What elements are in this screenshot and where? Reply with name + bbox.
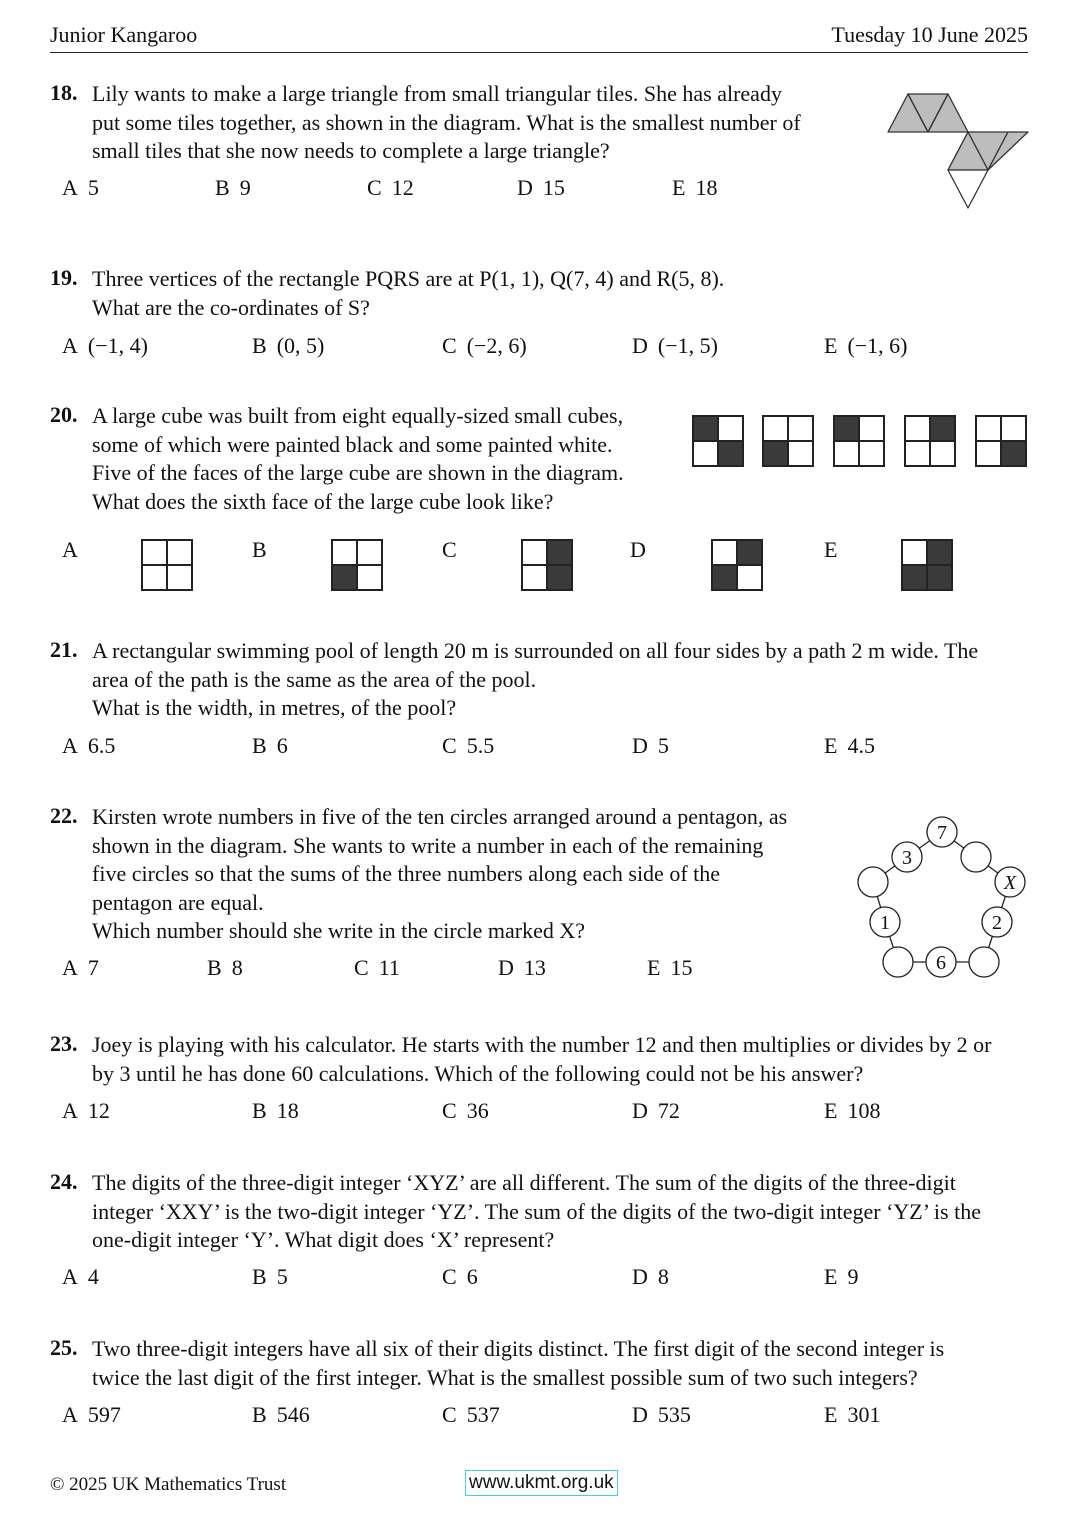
option-c: C xyxy=(442,537,457,562)
label-top: 7 xyxy=(937,822,947,844)
option-e: E (−1, 6) xyxy=(824,333,908,358)
question-number: 24. xyxy=(50,1169,78,1194)
label-lower-right: 2 xyxy=(992,912,1002,934)
cube-face-1 xyxy=(692,415,744,467)
question-number: 23. xyxy=(50,1031,78,1056)
option-b: B 9 xyxy=(215,175,251,200)
option-e: E 108 xyxy=(824,1098,881,1123)
option-c: C 12 xyxy=(367,175,414,200)
option-b: B xyxy=(252,537,267,562)
circle-left xyxy=(858,867,888,897)
cube-face-4 xyxy=(904,415,956,467)
option-a: A 12 xyxy=(62,1098,110,1123)
exam-title: Junior Kangaroo xyxy=(50,22,198,47)
options-24 xyxy=(62,1264,992,1294)
question-text: Lily wants to make a large triangle from small triangular tiles. She has already put some tiles together, as shown in the diagram. What is the smallest number of small tiles that she now needs to complete a large triangle? xyxy=(92,81,801,163)
option-c-face xyxy=(521,539,573,591)
question-text: Joey is playing with his calculator. He starts with the number 12 and then multiplies or divides by 2 or by 3 until he has done 60 calculations. Which of the following could not be his answer? xyxy=(92,1032,992,1086)
label-left: 1 xyxy=(880,912,890,934)
copyright: © 2025 UK Mathematics Trust xyxy=(50,1474,287,1495)
option-e-face xyxy=(901,539,953,591)
option-d-face xyxy=(711,539,763,591)
option-e: E 9 xyxy=(824,1264,859,1289)
options-18 xyxy=(62,175,992,205)
option-b: B 18 xyxy=(252,1098,299,1123)
option-c: C 5.5 xyxy=(442,733,495,758)
option-a-face xyxy=(141,539,193,591)
option-b: B 5 xyxy=(252,1264,288,1289)
cube-face-2 xyxy=(762,415,814,467)
option-b-face xyxy=(331,539,383,591)
option-c: C 36 xyxy=(442,1098,489,1123)
circle-bottom-left xyxy=(883,947,913,977)
option-b: B 8 xyxy=(207,955,243,980)
cube-face-5 xyxy=(975,415,1027,467)
pentagon-circles-diagram xyxy=(850,812,1030,982)
label-upper-left: 3 xyxy=(902,847,912,869)
option-d: D (−1, 5) xyxy=(632,333,718,358)
options-19 xyxy=(62,333,992,363)
option-a: A 597 xyxy=(62,1402,121,1427)
option-e: E 301 xyxy=(824,1402,881,1427)
option-c: C 11 xyxy=(354,955,400,980)
question-number: 18. xyxy=(50,80,78,105)
question-number: 22. xyxy=(50,803,78,828)
option-c: C 537 xyxy=(442,1402,500,1427)
option-a: A 5 xyxy=(62,175,99,200)
label-bottom: 6 xyxy=(936,952,946,974)
option-e: E xyxy=(824,537,838,562)
option-d: D 13 xyxy=(498,955,546,980)
ukmt-link[interactable]: www.ukmt.org.uk xyxy=(465,1470,618,1496)
question-number: 20. xyxy=(50,402,78,427)
options-25 xyxy=(62,1402,992,1432)
option-b: B 546 xyxy=(252,1402,310,1427)
option-b: B 6 xyxy=(252,733,288,758)
question-text: Two three-digit integers have all six of their digits distinct. The first digit of the second integer is twice the last digit of the first integer. What is the smallest possible sum of two such integers? xyxy=(92,1336,945,1390)
option-e: E 4.5 xyxy=(824,733,875,758)
option-d: D 5 xyxy=(632,733,669,758)
label-x: X xyxy=(1003,872,1017,894)
question-text: A large cube was built from eight equally-sized small cubes, some of which were painted black and some painted white. Five of the faces of the large cube are shown in the diagram. What does the sixth face of the large cube look like? xyxy=(92,403,624,514)
options-23 xyxy=(62,1098,992,1128)
options-21 xyxy=(62,733,992,763)
option-a: A (−1, 4) xyxy=(62,333,148,358)
page-header xyxy=(50,22,1028,53)
question-text: A rectangular swimming pool of length 20 m is surrounded on all four sides by a path 2 m wide. The area of the path is the same as the area of the pool. What is the width, in metres, of the pool? xyxy=(92,638,979,720)
cube-face-3 xyxy=(833,415,885,467)
option-c: C (−2, 6) xyxy=(442,333,527,358)
question-text: The digits of the three-digit integer ‘XYZ’ are all different. The sum of the digits of the three-digit integer ‘XXY’ is the two-digit integer ‘YZ’. The sum of the digits of the two-digit integer ‘YZ’ is the one-digit integer ‘Y’. What digit does ‘X’ represent? xyxy=(92,1170,981,1252)
question-text: Kirsten wrote numbers in five of the ten circles arranged around a pentagon, as shown in the diagram. She wants to write a number in each of the remaining five circles so that the sums of the three numbers along each side of the pentagon are equal. Which number should she write in the circle marked X? xyxy=(92,804,788,943)
option-b: B (0, 5) xyxy=(252,333,325,358)
option-d: D xyxy=(630,537,646,562)
option-d: D 535 xyxy=(632,1402,691,1427)
option-a: A xyxy=(62,537,78,562)
exam-date: Tuesday 10 June 2025 xyxy=(831,22,1028,47)
circle-bottom-right xyxy=(969,947,999,977)
triangle-tiles-diagram xyxy=(884,90,1030,215)
question-text: Three vertices of the rectangle PQRS are at P(1, 1), Q(7, 4) and R(5, 8). What are the co-ordinates of S? xyxy=(92,266,725,320)
option-e: E 15 xyxy=(647,955,693,980)
option-c: C 6 xyxy=(442,1264,478,1289)
circle-upper-right xyxy=(961,842,991,872)
option-e: E 18 xyxy=(672,175,718,200)
question-number: 21. xyxy=(50,637,78,662)
question-number: 19. xyxy=(50,265,78,290)
question-number: 25. xyxy=(50,1335,78,1360)
option-d: D 8 xyxy=(632,1264,669,1289)
option-a: A 6.5 xyxy=(62,733,116,758)
option-a: A 7 xyxy=(62,955,99,980)
option-d: D 15 xyxy=(517,175,565,200)
option-a: A 4 xyxy=(62,1264,99,1289)
option-d: D 72 xyxy=(632,1098,680,1123)
